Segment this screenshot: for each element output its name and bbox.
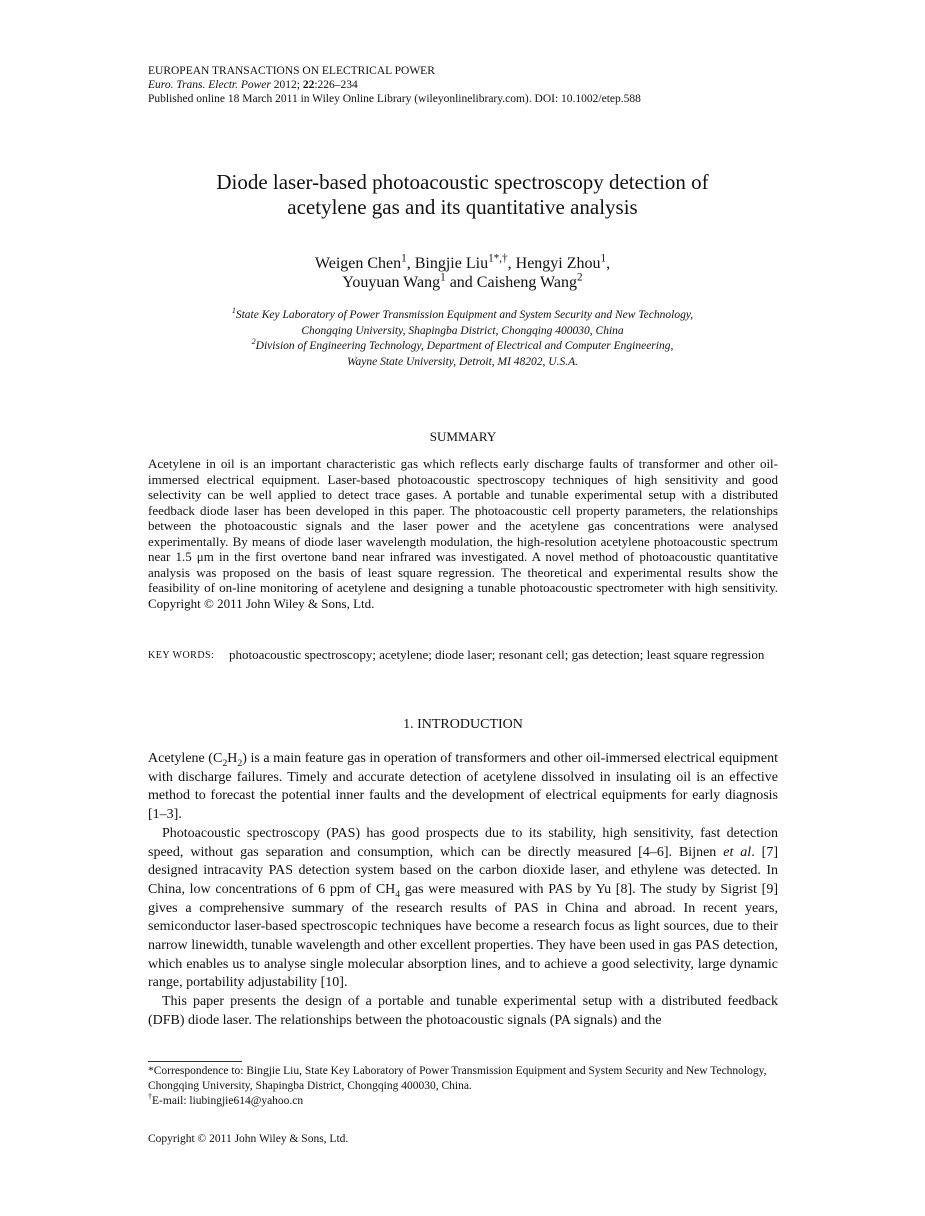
citation-line (148, 78, 641, 92)
section-heading-introduction: 1. INTRODUCTION (403, 717, 523, 732)
paragraph: This paper presents the design of a portable and tunable experimental setup with a distributed feedback (DFB) diode laser. The relationships between the photoacoustic signals (PA signals) and the (148, 994, 778, 1028)
author-name: Bingjie Liu (414, 255, 489, 272)
text-run: H (227, 751, 238, 766)
email-text: E-mail: liubingjie614@yahoo.cn (152, 1095, 304, 1107)
paragraph (148, 750, 778, 825)
citation-volume: 22 (302, 79, 315, 91)
citation-year: 2012; (270, 79, 303, 91)
paragraph (148, 825, 778, 993)
footnote-rule (148, 1061, 242, 1062)
affiliation-line: Wayne State University, Detroit, MI 48202, U.S.A. (346, 355, 579, 368)
author-affil-mark: 2 (576, 271, 583, 284)
title-line-1: Diode laser-based photoacoustic spectroscopy detection of (216, 170, 709, 194)
affiliation-line: Division of Engineering Technology, Department of Electrical and Computer Engineering, (255, 340, 674, 352)
text-run: . [7] designed intracavity PAS detection system based on the carbon dioxide laser, and ethylene was detected. In China, low concentrations of 6 ppm of CH (148, 844, 778, 897)
title-line-2: acetylene gas and its quantitative analysis (287, 195, 638, 219)
et-al: et al (723, 844, 752, 860)
subscript: 2 (237, 757, 243, 769)
author-name: Caisheng Wang (476, 274, 577, 291)
author-affil-mark: 1*,† (488, 252, 508, 265)
author-list: Weigen Chen$^1$, Bingjie Liu$^{1*,\dagger}$, Hengyi Zhou$^1$, Youyuan Wang$^1$ and Caisheng Wang$^2$ (314, 252, 611, 291)
correspondence-note: *Correspondence to: Bingjie Liu, State Key Laboratory of Power Transmission Equipment and System Security and New Technology, Chongqing University, Shapingba District, Chongqing 400030, China. (148, 1065, 767, 1092)
footnotes (148, 1064, 778, 1109)
subscript: 4 (395, 888, 401, 900)
author-affil-mark: 1 (600, 252, 607, 265)
author-affil-mark: 1 (440, 271, 446, 284)
author-name: Hengyi Zhou (515, 255, 601, 272)
affil-mark: 1 (231, 306, 236, 316)
text-run: Acetylene (C (148, 751, 223, 766)
summary-heading: SUMMARY (429, 429, 497, 444)
journal-header (148, 64, 641, 106)
keywords-label: KEY WORDS: (148, 650, 215, 661)
text-run: gas were measured with PAS by Yu [8]. The study by Sigrist [9] gives a comprehensive summary of the research results of PAS in China and abroad. In recent years, semiconductor laser-based spectroscopic techniques have become a research focus as light sources, due to their narrow linewidth, tunable wavelength and other excellent properties. They have been used in gas PAS detection, which enables us to analyse single molecular absorption lines, and to achieve a good selectivity, large dynamic range, portability adjustability [10]. (148, 881, 778, 991)
text-run: ) is a main feature gas in operation of transformers and other oil-immersed electrical equipment with discharge failures. Timely and accurate detection of acetylene dissolved in insulating oil is an effective method to forecast the potential inner faults and the development of electrical equipments for early diagnosis [1–3]. (148, 751, 778, 823)
text-run: Photoacoustic spectroscopy (PAS) has good prospects due to its stability, high sensitivity, fast detection speed, without gas separation and consumption, which can be directly measured [4–6]. Bijnen (148, 825, 778, 860)
author-conjunction: and (445, 274, 477, 291)
affiliation-line: Chongqing University, Shapingba District, Chongqing 400030, China (301, 324, 624, 337)
author-name: Youyuan Wang (342, 274, 441, 291)
citation-pages: :226–234 (314, 79, 358, 91)
email-note (148, 1094, 778, 1109)
journal-abbrev: Euro. Trans. Electr. Power (148, 79, 271, 91)
summary-text: Acetylene in oil is an important characteristic gas which reflects early discharge faults of transformer and other oil-immersed electrical equipment. Laser-based photoacoustic spectroscopy techniques of high sensitivity and good selectivity can be well applied to detect trace gases. A portable and tunable experimental setup with a distributed feedback diode laser has been developed in this paper. The photoacoustic cell property parameters, the relationships between the photoacoustic signals and the laser power and the acetylene gas concentrations were analysed experimentally. By means of diode laser wavelength modulation, the high-resolution acetylene photoacoustic spectrum near 1.5 μm in the first overtone band near infrared was investigated. A novel method of photoacoustic quantitative analysis was proposed on the basis of least square regression. The theoretical and experimental results show the feasibility of on-line monitoring of acetylene and designing a tunable photoacoustic spectrometer with high sensitivity. Copyright © 2011 John Wiley & Sons, Ltd. (148, 456, 778, 611)
keywords (148, 647, 778, 663)
author-affil-mark: 1 (401, 252, 407, 265)
affil-mark: 2 (251, 337, 256, 347)
keywords-text: photoacoustic spectroscopy; acetylene; diode laser; resonant cell; gas detection; least square regression (229, 647, 765, 662)
paper-title (120, 170, 805, 220)
author-name: Weigen Chen (314, 255, 402, 272)
dagger-mark: † (148, 1092, 153, 1102)
introduction-body (148, 750, 778, 1031)
affiliations (120, 308, 805, 370)
copyright-line: Copyright © 2011 John Wiley & Sons, Ltd. (148, 1133, 349, 1145)
journal-name: EUROPEAN TRANSACTIONS ON ELECTRICAL POWER (148, 65, 435, 77)
publication-info: Published online 18 March 2011 in Wiley Online Library (wileyonlinelibrary.com). DOI: 10.1002/etep.588 (148, 93, 641, 105)
subscript: 2 (222, 757, 228, 769)
affiliation-line: State Key Laboratory of Power Transmission Equipment and System Security and New Technology, (235, 309, 694, 321)
